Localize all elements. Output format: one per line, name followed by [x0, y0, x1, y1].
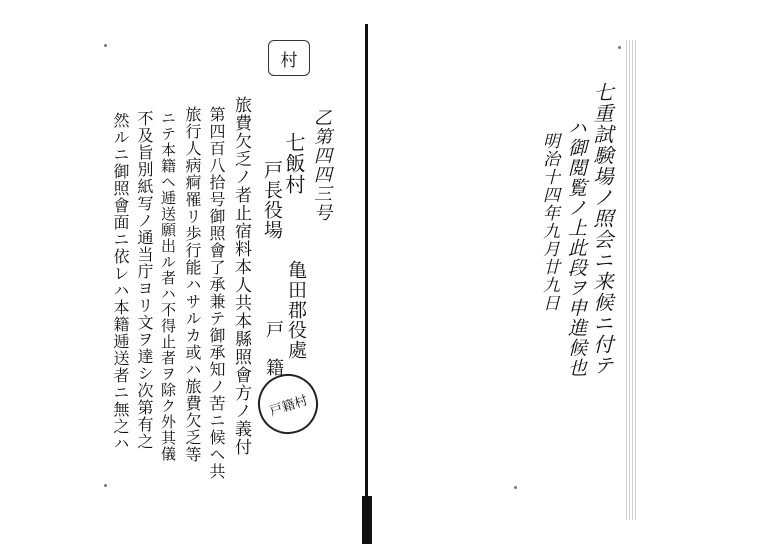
left-page [0, 0, 362, 544]
speck [104, 44, 107, 47]
round-seal-stamp [250, 366, 326, 442]
file-number: 乙第四四三号 [311, 108, 332, 222]
body-column-5: 不及旨別紙写ノ通当庁ヨリ文ヲ達シ次第有之 [135, 110, 154, 450]
seal-box [268, 40, 310, 76]
spine-foot [362, 496, 372, 544]
addressee-office: 戸長役場 [261, 160, 283, 240]
body-column-4: ニテ本籍ヘ逓送願出ル者ハ不得止者ヲ除ク外其儀 [159, 110, 177, 462]
body-column-2: 第四百八拾号御照會了承兼テ御承知ノ苦ニ候ヘ共 [207, 106, 226, 480]
right-column-2: ハ御閲覧ノ上此段ヲ申進候也 [565, 118, 587, 378]
right-page [374, 0, 768, 544]
page-edge [626, 40, 638, 520]
speck [618, 46, 621, 49]
right-column-3: 明治十四年九月廿九日 [539, 132, 559, 312]
seal-top-label: 村 [280, 50, 298, 71]
speck [514, 486, 517, 489]
sender-office: 亀田郡役處 [285, 260, 307, 360]
sender-section: 戸 籍 [263, 320, 284, 377]
speck [104, 484, 107, 487]
body-column-6: 然ルニ御照會面ニ依レハ本籍逓送者ニ無之ハ [111, 112, 130, 452]
addressee-village: 七飯村 [282, 132, 306, 195]
spine-line [365, 24, 368, 522]
round-seal-label: 戸籍村 [267, 392, 310, 420]
body-column-3: 旅行人病痾罹リ歩行能ハサルカ或ハ旅費欠乏等 [183, 106, 202, 463]
right-column-1: 七重試験場ノ照会ニ来候ニ付テ [590, 82, 614, 376]
book-spine [362, 24, 374, 522]
body-column-1: 旅費欠乏ノ者止宿料本人共本縣照會方ノ義付 [231, 96, 251, 456]
